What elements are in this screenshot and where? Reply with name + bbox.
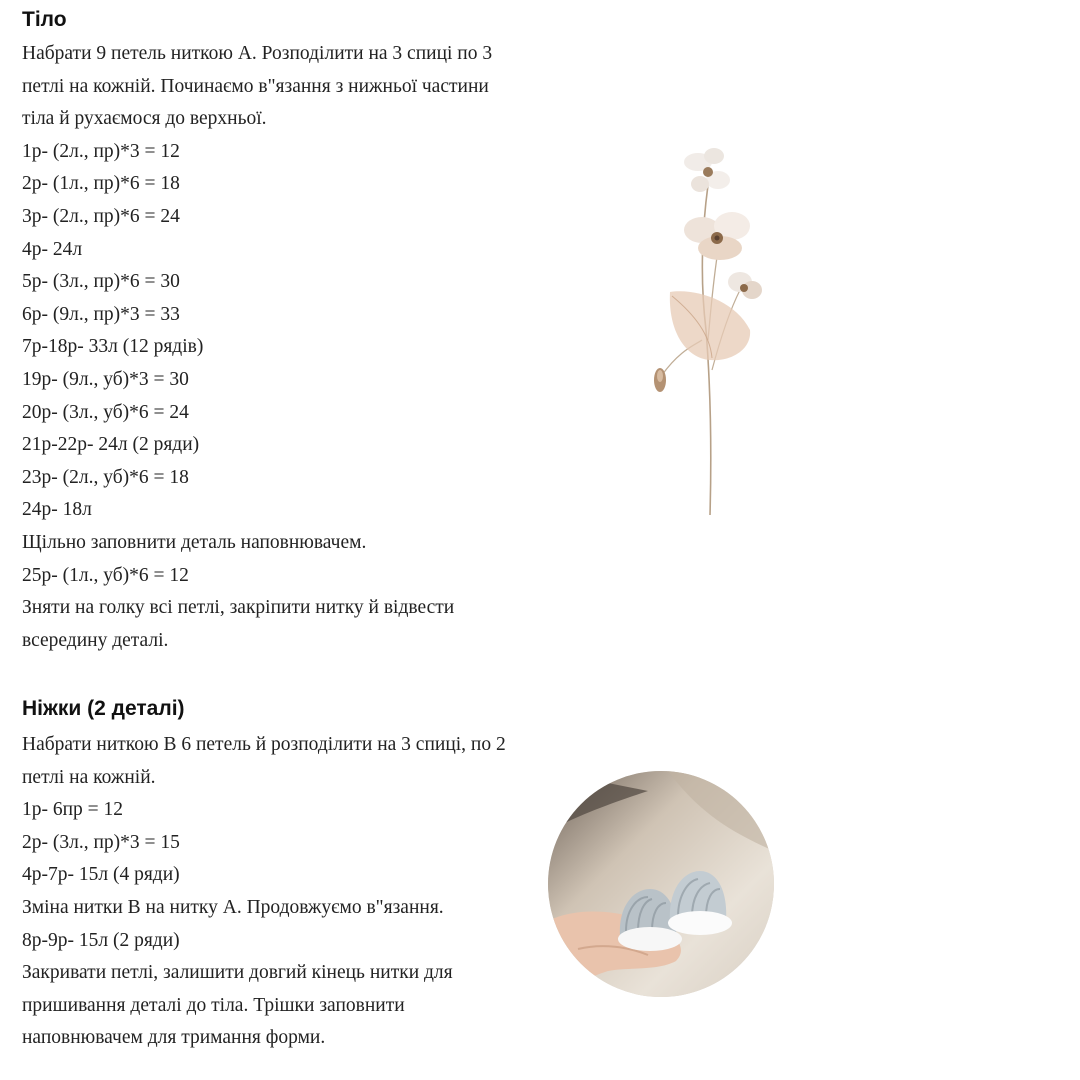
body-instruction-line: Щільно заповнити деталь наповнювачем. — [22, 531, 367, 553]
body-instruction-line: 3р- (2л., пр)*6 = 24 — [22, 205, 180, 227]
legs-instruction-line: 2р- (3л., пр)*3 = 15 — [22, 831, 180, 853]
flower-illustration — [640, 140, 780, 520]
legs-instruction-line: пришивання деталі до тіла. Трішки заповнити — [22, 994, 405, 1016]
body-instruction-line: всередину деталі. — [22, 629, 169, 651]
legs-instruction-line: Набрати ниткою В 6 петель й розподілити на 3 спиці, по 2 — [22, 734, 506, 755]
legs-instruction-line: наповнювачем для тримання форми. — [22, 1027, 326, 1049]
body-instruction-line: 23р- (2л., уб)*6 = 18 — [22, 466, 189, 488]
legs-instruction-line: 4р-7р- 15л (4 ряди) — [22, 864, 180, 886]
legs-instruction-line: 1р- 6пр = 12 — [22, 799, 124, 821]
flower-icon — [640, 140, 780, 520]
body-instruction-line: 24р- 18л — [22, 499, 92, 521]
body-instruction-line: 25р- (1л., уб)*6 = 12 — [22, 564, 189, 586]
body-instruction-line: 19р- (9л., уб)*3 = 30 — [22, 368, 189, 390]
body-instruction-line: петлі на кожній. Починаємо в"язання з нижньої частини — [22, 75, 489, 97]
knitted-legs-icon — [548, 771, 774, 997]
legs-instruction-line: 8р-9р- 15л (2 ряди) — [22, 929, 180, 951]
body-instruction-line: 6р- (9л., пр)*3 = 33 — [22, 303, 180, 325]
body-instruction-line: Зняти на голку всі петлі, закріпити нитку й відвести — [22, 597, 455, 619]
legs-instruction-line: Зміна нитки В на нитку А. Продовжуємо в"язання. — [22, 896, 444, 918]
body-instruction-line: 2р- (1л., пр)*6 = 18 — [22, 173, 180, 195]
body-instruction-line: 4р- 24л — [22, 238, 83, 260]
body-instruction-line: Набрати 9 петель ниткою А. Розподілити на 3 спиці по 3 — [22, 43, 493, 64]
legs-instruction-line: Закривати петлі, залишити довгий кінець нитки для — [22, 962, 453, 984]
body-instruction-line: 21р-22р- 24л (2 ряди) — [22, 434, 200, 456]
body-instruction-line: 20р- (3л., уб)*6 = 24 — [22, 401, 189, 423]
legs-instruction-line: петлі на кожній. — [22, 766, 156, 788]
body-section-title: Тіло — [22, 8, 67, 31]
body-instruction-line: 1р- (2л., пр)*3 = 12 — [22, 140, 180, 162]
legs-title-suffix: (2 деталі) — [87, 697, 185, 720]
body-instructions — [22, 38, 492, 657]
body-instruction-line: тіла й рухаємося до верхньої. — [22, 108, 267, 130]
legs-instructions — [22, 729, 506, 1055]
legs-title-main: Ніжки — [22, 697, 82, 720]
body-instruction-line: 7р-18р- 33л (12 рядів) — [22, 336, 204, 358]
knitted-legs-photo — [548, 771, 774, 997]
legs-section-title — [22, 696, 185, 722]
body-instruction-line: 5р- (3л., пр)*6 = 30 — [22, 271, 180, 293]
